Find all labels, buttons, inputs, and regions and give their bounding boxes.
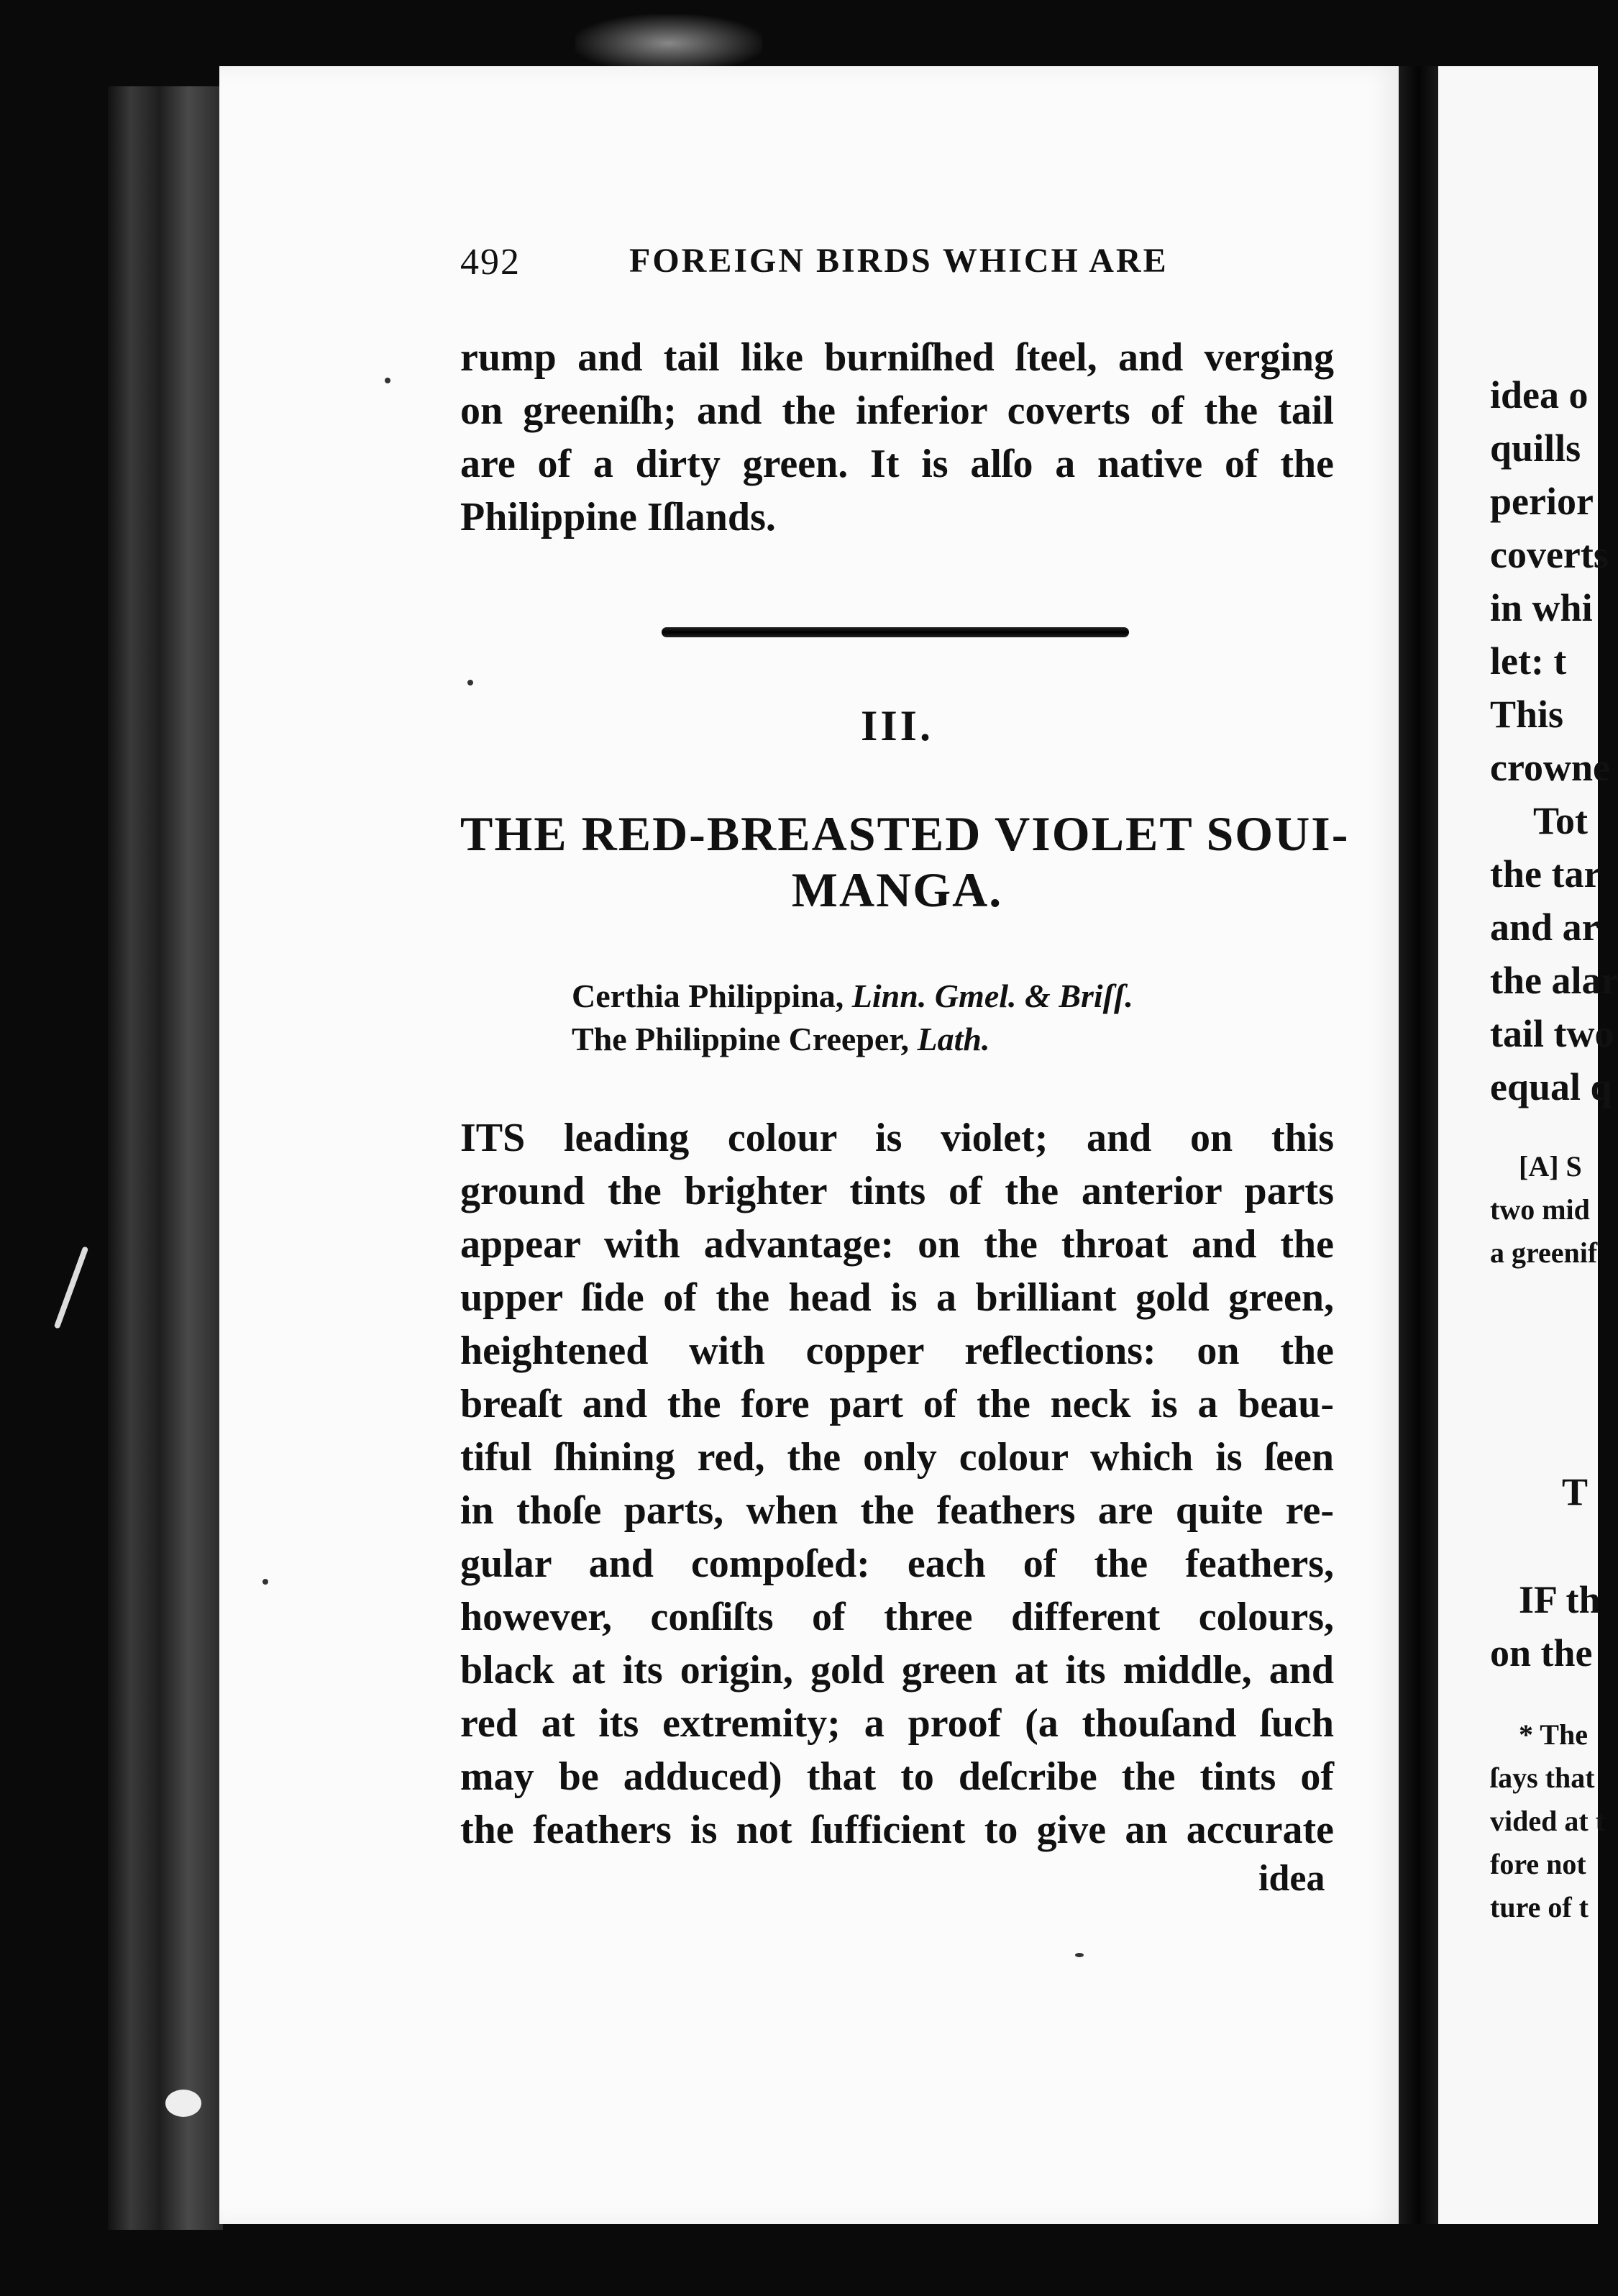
text-line: may be adduced) that to deſcribe the tints of xyxy=(460,1754,1334,1799)
facing-footnote-line: * The xyxy=(1519,1718,1588,1751)
facing-heading-fragment: T xyxy=(1562,1470,1589,1513)
text-line: Philippine Iſlands. xyxy=(460,495,776,539)
facing-text-line: on the xyxy=(1490,1631,1593,1675)
text-line: on greeniſh; and the inferior coverts of the tail xyxy=(460,388,1334,433)
facing-text-line: This xyxy=(1490,693,1564,736)
facing-text-line: equal q xyxy=(1490,1065,1612,1108)
ink-speck xyxy=(1075,1953,1084,1957)
facing-footnote-line: ture of t xyxy=(1490,1891,1589,1923)
edge-mark xyxy=(54,1246,89,1329)
section-title xyxy=(460,806,1350,918)
facing-footnote-line: ſays that xyxy=(1490,1762,1595,1794)
ink-speck xyxy=(385,378,390,383)
facing-text-line: Tot xyxy=(1533,799,1589,842)
synonym-authority: Lath. xyxy=(917,1021,990,1057)
facing-footnote-line: vided at t xyxy=(1490,1805,1605,1837)
ink-speck xyxy=(467,680,473,685)
facing-text-line: coverts xyxy=(1490,533,1609,576)
text-line: are of a dirty green. It is alſo a native of the xyxy=(460,442,1334,486)
text-line: however, conſiſts of three different colours, xyxy=(460,1595,1334,1639)
edge-blob xyxy=(165,2090,201,2117)
facing-text-line: the alar xyxy=(1490,959,1618,1002)
facing-text-line: quills xyxy=(1490,427,1581,470)
text-line: ITS leading colour is violet; and on this xyxy=(460,1116,1334,1160)
section-title-line: THE RED-BREASTED VIOLET SOUI- xyxy=(460,806,1350,861)
facing-text-line: crowne xyxy=(1490,746,1610,789)
synonym-row xyxy=(572,975,1334,1018)
body-paragraph xyxy=(460,1111,1334,1857)
running-head xyxy=(460,241,1334,291)
synonym-row xyxy=(572,1018,1334,1061)
section-number: III. xyxy=(860,702,934,750)
ink-speck xyxy=(262,1579,268,1585)
text-line: in thoſe parts, when the feathers are quite re- xyxy=(460,1488,1334,1533)
synonym-authority: Linn. Gmel. & Briſſ. xyxy=(851,978,1133,1014)
text-line: heightened with copper reflections: on the xyxy=(460,1329,1334,1373)
synonym-name: The Philippine Creeper, xyxy=(572,1021,909,1057)
continuation-paragraph xyxy=(460,331,1334,544)
facing-footnote-line: fore not xyxy=(1490,1848,1586,1880)
running-head-title: FOREIGN BIRDS WHICH ARE xyxy=(629,242,1169,280)
facing-text-line: and ar xyxy=(1490,906,1599,949)
facing-text-line: idea o xyxy=(1490,373,1589,416)
facing-page-column xyxy=(1438,66,1618,2224)
text-line: black at its origin, gold green at its middle, and xyxy=(460,1648,1334,1693)
text-line: appear with advantage: on the throat and the xyxy=(460,1222,1334,1267)
book-binding-edge xyxy=(108,86,223,2230)
facing-note-line: [A] S xyxy=(1519,1150,1582,1183)
synonym-name: Certhia Philippina, xyxy=(572,978,844,1014)
facing-text-line: IF th xyxy=(1519,1578,1601,1621)
facing-text-line: in whi xyxy=(1490,586,1593,629)
text-line: the feathers is not ſufficient to give an accurate xyxy=(460,1808,1334,1852)
section-title-line: MANGA. xyxy=(791,862,1003,917)
page-gutter xyxy=(1399,66,1438,2224)
facing-text-line: perior xyxy=(1490,480,1594,523)
facing-note-line: a greenif xyxy=(1490,1236,1598,1269)
facing-text-line: the tar xyxy=(1490,852,1601,896)
text-line: upper ſide of the head is a brilliant gold green, xyxy=(460,1275,1334,1320)
facing-note-line: two mid xyxy=(1490,1193,1590,1226)
catchword: idea xyxy=(1258,1858,1325,1899)
text-line: red at its extremity; a proof (a thouſand ſuch xyxy=(460,1701,1334,1746)
text-line: ground the brighter tints of the anterior parts xyxy=(460,1169,1334,1213)
top-edge-smudge xyxy=(575,14,762,72)
facing-text-line: let: t xyxy=(1490,639,1567,683)
text-line: tiful ſhining red, the only colour which is ſeen xyxy=(460,1435,1334,1480)
facing-text-line: tail two xyxy=(1490,1012,1614,1055)
text-line: rump and tail like burniſhed ſteel, and verging xyxy=(460,335,1334,380)
synonymy-block xyxy=(572,975,1334,1061)
right-page xyxy=(1438,66,1618,2224)
text-line: gular and compoſed: each of the feathers, xyxy=(460,1541,1334,1586)
section-divider-rule xyxy=(662,627,1129,637)
page-number: 492 xyxy=(460,242,521,283)
text-line: breaſt and the fore part of the neck is a beau- xyxy=(460,1382,1334,1426)
